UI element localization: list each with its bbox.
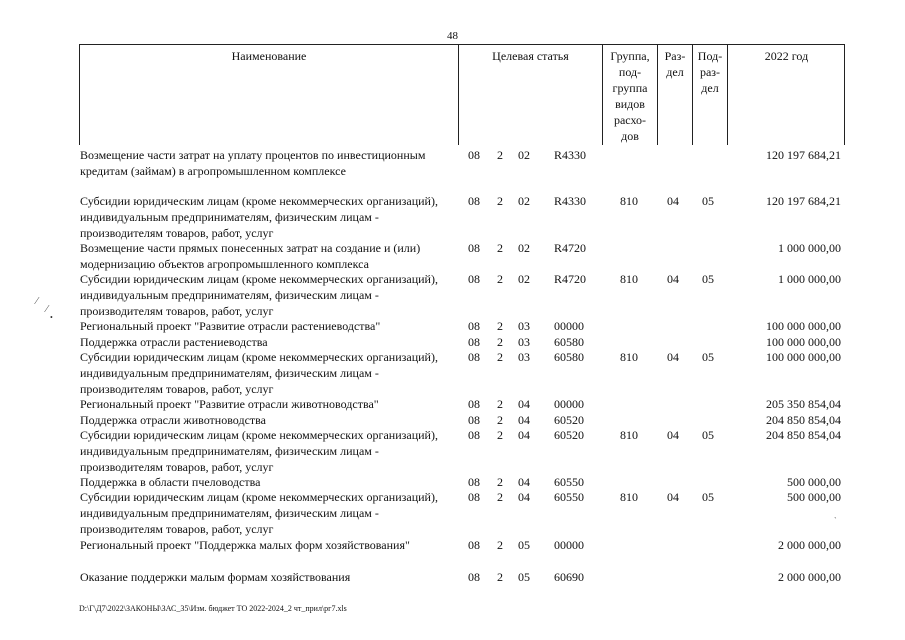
row-code-subprogram: 2 — [497, 335, 503, 349]
row-code-subprogram: 2 — [497, 475, 503, 489]
row-name: Поддержка в области пчеловодства — [80, 475, 261, 489]
row-podrazdel: 05 — [702, 490, 714, 504]
row-code-subprogram: 2 — [497, 272, 503, 286]
row-group: 810 — [620, 350, 638, 364]
row-name: Региональный проект "Развитие отрасли растениеводства" — [80, 319, 381, 333]
row-code-direction: 00000 — [554, 319, 584, 333]
row-amount: 1 000 000,00 — [778, 272, 841, 286]
row-code-subprogram: 2 — [497, 241, 503, 255]
scan-mark: ⁄ — [46, 304, 48, 315]
header-line: дов — [621, 129, 639, 143]
scan-mark: ` — [834, 516, 837, 525]
header-line: Раз- — [664, 49, 686, 63]
row-code-subprogram: 2 — [497, 397, 503, 411]
row-amount: 100 000 000,00 — [766, 335, 841, 349]
row-code-program: 08 — [468, 148, 480, 162]
row-amount: 120 197 684,21 — [766, 148, 841, 162]
row-code-event: 02 — [518, 241, 530, 255]
row-name: Поддержка отрасли животноводства — [80, 413, 266, 427]
row-amount: 205 350 854,04 — [766, 397, 841, 411]
header-line: видов — [615, 97, 645, 111]
header-line: раз- — [699, 65, 721, 79]
row-code-program: 08 — [468, 272, 480, 286]
row-code-direction: R4330 — [554, 148, 587, 162]
header-target: Целевая статья — [492, 49, 569, 63]
row-code-direction: 00000 — [554, 538, 584, 552]
row-code-direction: 00000 — [554, 397, 584, 411]
header-line: дел — [701, 81, 719, 95]
row-group: 810 — [620, 490, 638, 504]
row-amount: 100 000 000,00 — [766, 319, 841, 333]
row-code-program: 08 — [468, 538, 480, 552]
row-name: Региональный проект "Поддержка малых форм хозяйствования" — [80, 538, 410, 552]
row-name: Субсидии юридическим лицам (кроме некоммерческих организаций), индивидуальным предпринимателям, физическим лицам - производителям товаров, работ, услуг — [80, 350, 438, 396]
row-name: Оказание поддержки малым формам хозяйствования — [80, 570, 351, 584]
row-code-subprogram: 2 — [497, 413, 503, 427]
row-code-event: 05 — [518, 570, 530, 584]
row-code-program: 08 — [468, 350, 480, 364]
row-code-direction: R4720 — [554, 272, 587, 286]
row-code-program: 08 — [468, 319, 480, 333]
row-group: 810 — [620, 272, 638, 286]
header-line: группа — [612, 81, 648, 95]
row-name: Субсидии юридическим лицам (кроме некоммерческих организаций), индивидуальным предпринимателям, физическим лицам - производителям товаров, работ, услуг — [80, 194, 438, 240]
row-amount: 1 000 000,00 — [778, 241, 841, 255]
row-code-subprogram: 2 — [497, 428, 503, 442]
row-code-subprogram: 2 — [497, 490, 503, 504]
header-group — [603, 48, 657, 144]
row-group: 810 — [620, 428, 638, 442]
row-podrazdel: 05 — [702, 194, 714, 208]
row-group: 810 — [620, 194, 638, 208]
row-code-event: 03 — [518, 335, 530, 349]
row-code-program: 08 — [468, 570, 480, 584]
row-code-subprogram: 2 — [497, 570, 503, 584]
header-name: Наименование — [231, 49, 307, 63]
row-code-program: 08 — [468, 194, 480, 208]
row-name: Возмещение части прямых понесенных затрат на создание и (или) модернизацию объектов агропромышленного комплекса — [80, 241, 421, 271]
row-code-direction: 60690 — [554, 570, 584, 584]
scan-mark: ⁄ — [36, 296, 38, 307]
row-razdel: 04 — [667, 272, 679, 286]
row-name: Субсидии юридическим лицам (кроме некоммерческих организаций), индивидуальным предпринимателям, физическим лицам - производителям товаров, работ, услуг — [80, 272, 438, 318]
row-amount: 2 000 000,00 — [778, 570, 841, 584]
row-code-subprogram: 2 — [497, 148, 503, 162]
row-code-event: 04 — [518, 397, 530, 411]
header-line: расхо- — [613, 113, 647, 127]
row-code-direction: R4720 — [554, 241, 587, 255]
row-code-program: 08 — [468, 241, 480, 255]
row-name: Субсидии юридическим лицам (кроме некоммерческих организаций), индивидуальным предпринимателям, физическим лицам - производителям товаров, работ, услуг — [80, 428, 438, 474]
row-podrazdel: 05 — [702, 350, 714, 364]
header-line: Под- — [697, 49, 723, 63]
row-code-event: 04 — [518, 413, 530, 427]
row-code-program: 08 — [468, 490, 480, 504]
row-code-event: 05 — [518, 538, 530, 552]
row-code-subprogram: 2 — [497, 350, 503, 364]
row-name: Субсидии юридическим лицам (кроме некоммерческих организаций), индивидуальным предпринимателям, физическим лицам - производителям товаров, работ, услуг — [80, 490, 438, 536]
row-code-direction: 60580 — [554, 350, 584, 364]
row-code-event: 02 — [518, 148, 530, 162]
row-code-program: 08 — [468, 335, 480, 349]
header-razdel — [658, 48, 692, 80]
row-code-event: 02 — [518, 272, 530, 286]
row-razdel: 04 — [667, 194, 679, 208]
row-amount: 500 000,00 — [787, 490, 841, 504]
row-razdel: 04 — [667, 350, 679, 364]
row-razdel: 04 — [667, 428, 679, 442]
header-line: Группа, — [610, 49, 650, 63]
row-amount: 204 850 854,04 — [766, 413, 841, 427]
row-name: Возмещение части затрат на уплату процентов по инвестиционным кредитам (займам) в агропромышленном комплексе — [80, 148, 426, 178]
header-line: под- — [618, 65, 642, 79]
header-line: дел — [666, 65, 684, 79]
row-podrazdel: 05 — [702, 272, 714, 286]
row-code-direction: R4330 — [554, 194, 587, 208]
row-code-subprogram: 2 — [497, 194, 503, 208]
row-code-event: 03 — [518, 350, 530, 364]
row-code-program: 08 — [468, 428, 480, 442]
row-code-subprogram: 2 — [497, 538, 503, 552]
row-code-direction: 60550 — [554, 475, 584, 489]
row-podrazdel: 05 — [702, 428, 714, 442]
row-code-direction: 60580 — [554, 335, 584, 349]
row-code-program: 08 — [468, 397, 480, 411]
row-code-event: 02 — [518, 194, 530, 208]
row-code-event: 03 — [518, 319, 530, 333]
row-code-direction: 60520 — [554, 428, 584, 442]
file-path-footer: D:\Г\Д7\2022\ЗАКОНЫ\ЗАС_35\Изм. бюджет ТО 2022-2024_2 чт_прил\рг7.xls — [79, 604, 347, 613]
row-code-direction: 60520 — [554, 413, 584, 427]
row-code-event: 04 — [518, 475, 530, 489]
row-amount: 500 000,00 — [787, 475, 841, 489]
row-code-subprogram: 2 — [497, 319, 503, 333]
row-amount: 100 000 000,00 — [766, 350, 841, 364]
row-amount: 204 850 854,04 — [766, 428, 841, 442]
row-code-event: 04 — [518, 428, 530, 442]
row-amount: 120 197 684,21 — [766, 194, 841, 208]
header-podrazdel — [693, 48, 727, 96]
row-code-event: 04 — [518, 490, 530, 504]
row-code-program: 08 — [468, 475, 480, 489]
row-code-program: 08 — [468, 413, 480, 427]
row-razdel: 04 — [667, 490, 679, 504]
header-year: 2022 год — [764, 49, 809, 63]
page-number: 48 — [447, 30, 458, 42]
row-amount: 2 000 000,00 — [778, 538, 841, 552]
row-code-direction: 60550 — [554, 490, 584, 504]
row-name: Региональный проект "Развитие отрасли животноводства" — [80, 397, 379, 411]
row-name: Поддержка отрасли растениеводства — [80, 335, 268, 349]
scan-mark: • — [50, 313, 53, 322]
